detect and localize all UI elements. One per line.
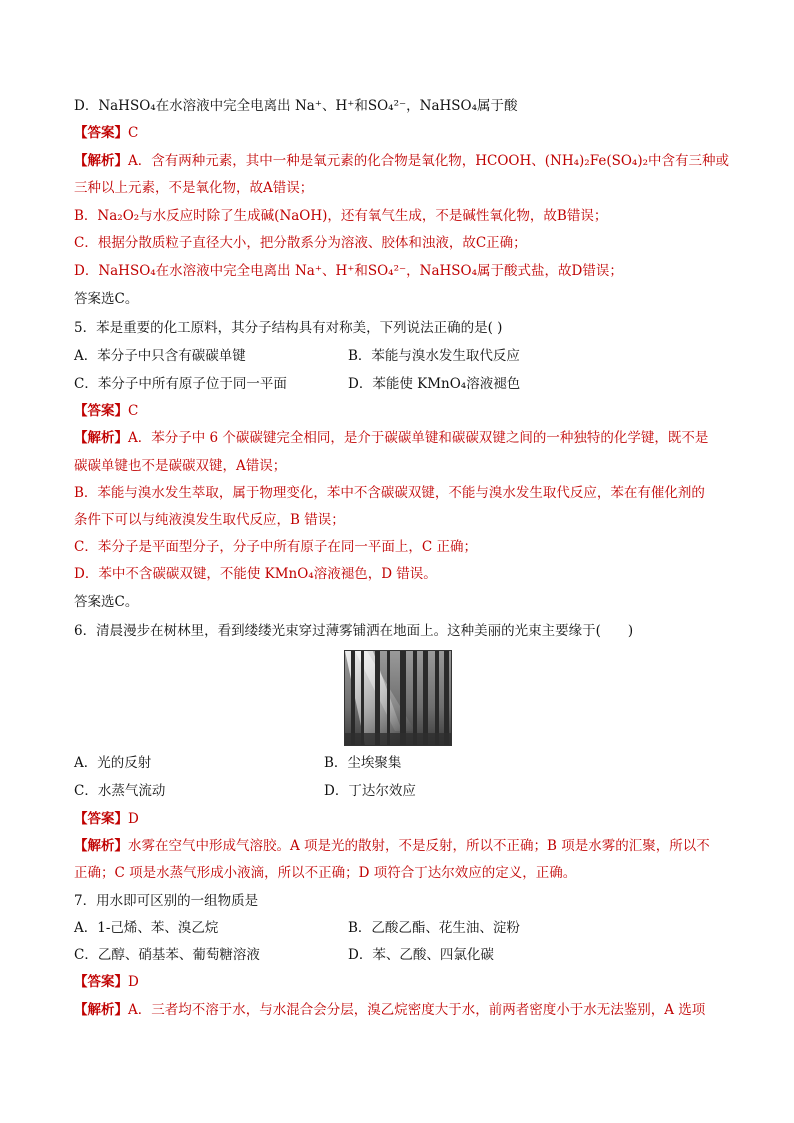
q4-answer xyxy=(74,124,728,142)
q4-option-d: D．NaHSO₄在水溶液中完全电离出 Na⁺、H⁺和SO₄²⁻，NaHSO₄属于酸 xyxy=(74,98,518,114)
answer-value: C xyxy=(128,125,139,141)
answer-tag: 【答案】 xyxy=(74,811,128,827)
q6-stem: 6．清晨漫步在树林里，看到缕缕光束穿过薄雾铺洒在地面上。这种美丽的光束主要缘于( ) xyxy=(74,623,634,639)
q5-conclusion: 答案选C。 xyxy=(74,594,139,610)
q7-option-a: A．1-己烯、苯、溴乙烷 xyxy=(74,920,219,936)
answer-value: D xyxy=(128,974,139,990)
q5-analysis-line-3: B．苯能与溴水发生萃取，属于物理变化，苯中不含碳碳双键，不能与溴水发生取代反应，苯在有催化剂的 xyxy=(74,485,705,501)
q7-stem: 7．用水即可区别的一组物质是 xyxy=(74,893,259,909)
q5-option-d: D．苯能使 KMnO₄溶液褪色 xyxy=(348,376,521,392)
q4-analysis-line-2: 三种以上元素，不是氧化物，故A错误； xyxy=(74,180,314,196)
q6-option-d: D．丁达尔效应 xyxy=(324,783,416,799)
q7-option-c: C．乙醇、硝基苯、葡萄糖溶液 xyxy=(74,947,260,963)
answer-value: C xyxy=(128,403,139,419)
q4-analysis-line-5: D．NaHSO₄在水溶液中完全电离出 Na⁺、H⁺和SO₄²⁻，NaHSO₄属于酸式盐，故D错误； xyxy=(74,263,623,279)
q6-analysis-line-1: 【解析】水雾在空气中形成气溶胶。A 项是光的散射，不是反射，所以不正确；B 项是水雾的汇聚，所以不 xyxy=(74,838,710,854)
answer-value: D xyxy=(128,811,139,827)
q5-analysis-line-5: C．苯分子是平面型分子，分子中所有原子在同一平面上，C 正确； xyxy=(74,539,477,555)
q6-analysis-line-2: 正确；C 项是水蒸气形成小液滴，所以不正确；D 项符合丁达尔效应的定义，正确。 xyxy=(74,865,577,881)
q5-analysis-line-2: 碳碳单键也不是碳碳双键，A错误； xyxy=(74,458,287,474)
q5-answer xyxy=(74,402,728,420)
answer-tag: 【答案】 xyxy=(74,125,128,141)
q6-answer xyxy=(74,810,728,828)
q5-option-c: C．苯分子中所有原子位于同一平面 xyxy=(74,376,287,392)
answer-tag: 【答案】 xyxy=(74,403,128,419)
q4-analysis-line-4: C．根据分散质粒子直径大小，把分散系分为溶液、胶体和浊液，故C正确； xyxy=(74,235,527,251)
q5-analysis-line-1: 【解析】A．苯分子中 6 个碳碳键完全相同，是介于碳碳单键和碳碳双键之间的一种独特的化学键，既不是 xyxy=(74,430,709,446)
q7-option-d: D．苯、乙酸、四氯化碳 xyxy=(348,947,494,963)
q5-analysis-line-6: D．苯中不含碳碳双键，不能使 KMnO₄溶液褪色，D 错误。 xyxy=(74,566,437,582)
q6-option-c: C．水蒸气流动 xyxy=(74,783,166,799)
q6-option-b: B．尘埃聚集 xyxy=(324,755,402,771)
q5-analysis-line-4: 条件下可以与纯液溴发生取代反应，B 错误； xyxy=(74,512,345,528)
q5-option-b: B．苯能与溴水发生取代反应 xyxy=(348,348,520,364)
analysis-tag: 【解析】 xyxy=(74,153,128,169)
q7-analysis-line-1: 【解析】A．三者均不溶于水，与水混合会分层，溴乙烷密度大于水，前两者密度小于水无法鉴别，A 选项 xyxy=(74,1002,706,1018)
analysis-tag: 【解析】 xyxy=(74,838,128,854)
q4-conclusion: 答案选C。 xyxy=(74,291,139,307)
q7-option-b: B．乙酸乙酯、花生油、淀粉 xyxy=(348,920,520,936)
q6-option-a: A．光的反射 xyxy=(74,755,152,771)
analysis-tag: 【解析】 xyxy=(74,430,128,446)
forest-light-beams-photo xyxy=(344,650,452,746)
q5-option-a: A．苯分子中只含有碳碳单键 xyxy=(74,348,246,364)
q4-analysis-line-1: 【解析】A．含有两种元素，其中一种是氧元素的化合物是氧化物，HCOOH、(NH₄)₂Fe(SO₄)₂中含有三种或 xyxy=(74,153,729,169)
answer-tag: 【答案】 xyxy=(74,974,128,990)
analysis-tag: 【解析】 xyxy=(74,1002,128,1018)
q4-analysis-line-3: B．Na₂O₂与水反应时除了生成碱(NaOH)，还有氧气生成，不是碱性氧化物，故B错误； xyxy=(74,208,608,224)
q5-stem: 5．苯是重要的化工原料，其分子结构具有对称美，下列说法正确的是( ) xyxy=(74,320,503,336)
q7-answer xyxy=(74,973,728,991)
